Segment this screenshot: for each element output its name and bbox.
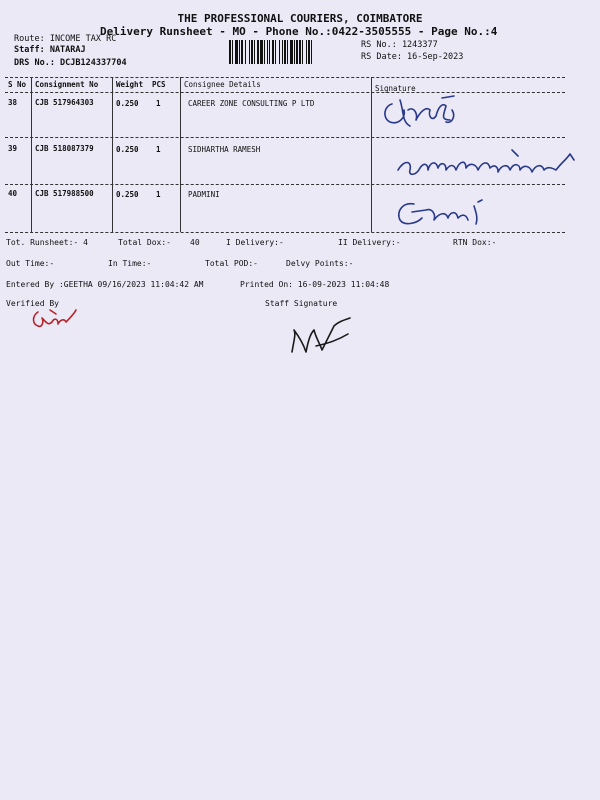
rs-date: RS Date: 16-Sep-2023 <box>361 52 464 62</box>
column-divider <box>371 77 372 232</box>
column-divider <box>31 77 32 232</box>
col-header-consignee: Consignee Details <box>184 80 261 89</box>
table-bottom-rule <box>5 232 565 233</box>
row-divider <box>5 137 565 138</box>
total-dox-value: 40 <box>190 238 200 247</box>
row-consignee: PADMINI <box>188 190 220 199</box>
delvy-points: Delvy Points:- <box>286 259 354 268</box>
rs-number: RS No.: 1243377 <box>361 40 438 50</box>
drs-number: DRS No.: DCJB124337704 <box>14 58 127 68</box>
entered-by: Entered By :GEETHA 09/16/2023 11:04:42 AM <box>6 280 204 289</box>
table-header-rule <box>5 92 565 93</box>
row-consignee: CAREER ZONE CONSULTING P LTD <box>188 99 315 108</box>
verified-by-signature <box>30 306 80 330</box>
table-top-rule <box>5 77 565 78</box>
row-pcs: 1 <box>156 145 161 154</box>
column-divider <box>180 77 181 232</box>
signature-row-38 <box>380 92 460 132</box>
row-weight: 0.250 <box>116 145 139 154</box>
col-header-weight: Weight <box>116 80 144 89</box>
total-dox-label: Total Dox:- <box>118 238 171 247</box>
barcode <box>229 40 356 64</box>
verified-by-label: Verified By <box>6 299 59 308</box>
row-sno: 40 <box>8 189 18 198</box>
row-pcs: 1 <box>156 190 161 199</box>
row-weight: 0.250 <box>116 99 139 108</box>
ii-delivery: II Delivery:- <box>338 238 401 247</box>
row-pcs: 1 <box>156 99 161 108</box>
row-consignment: CJB 517964303 <box>35 98 94 107</box>
total-runsheet: Tot. Runsheet:- 4 <box>6 238 88 247</box>
row-consignment: CJB 518087379 <box>35 144 94 153</box>
staff-label: Staff: NATARAJ <box>14 45 86 55</box>
col-header-sno: S No <box>8 80 27 89</box>
rtn-dox: RTN Dox:- <box>453 238 497 247</box>
row-consignment: CJB 517988500 <box>35 189 94 198</box>
row-sno: 38 <box>8 98 18 107</box>
row-sno: 39 <box>8 144 18 153</box>
printed-on: Printed On: 16-09-2023 11:04:48 <box>240 280 390 289</box>
signature-row-39 <box>394 146 579 186</box>
route-label: Route: INCOME TAX RC <box>14 34 117 44</box>
signature-row-40 <box>392 196 497 232</box>
i-delivery: I Delivery:- <box>226 238 284 247</box>
row-consignee: SIDHARTHA RAMESH <box>188 145 261 154</box>
col-header-consignment: Consignment No <box>35 80 99 89</box>
staff-signature-label: Staff Signature <box>265 299 338 308</box>
in-time: In Time:- <box>108 259 152 268</box>
runsheet-subtitle: Delivery Runsheet - MO - Phone No.:0422-3505555 - Page No.:4 <box>100 25 498 38</box>
staff-signature <box>286 316 356 358</box>
barcode-stripe <box>312 40 314 64</box>
row-weight: 0.250 <box>116 190 139 199</box>
col-header-pcs: PCS <box>152 80 166 89</box>
company-title: THE PROFESSIONAL COURIERS, COIMBATORE <box>177 12 423 25</box>
out-time: Out Time:- <box>6 259 55 268</box>
column-divider <box>112 77 113 232</box>
total-pod: Total POD:- <box>205 259 258 268</box>
col-header-signature: Signature <box>375 84 416 93</box>
